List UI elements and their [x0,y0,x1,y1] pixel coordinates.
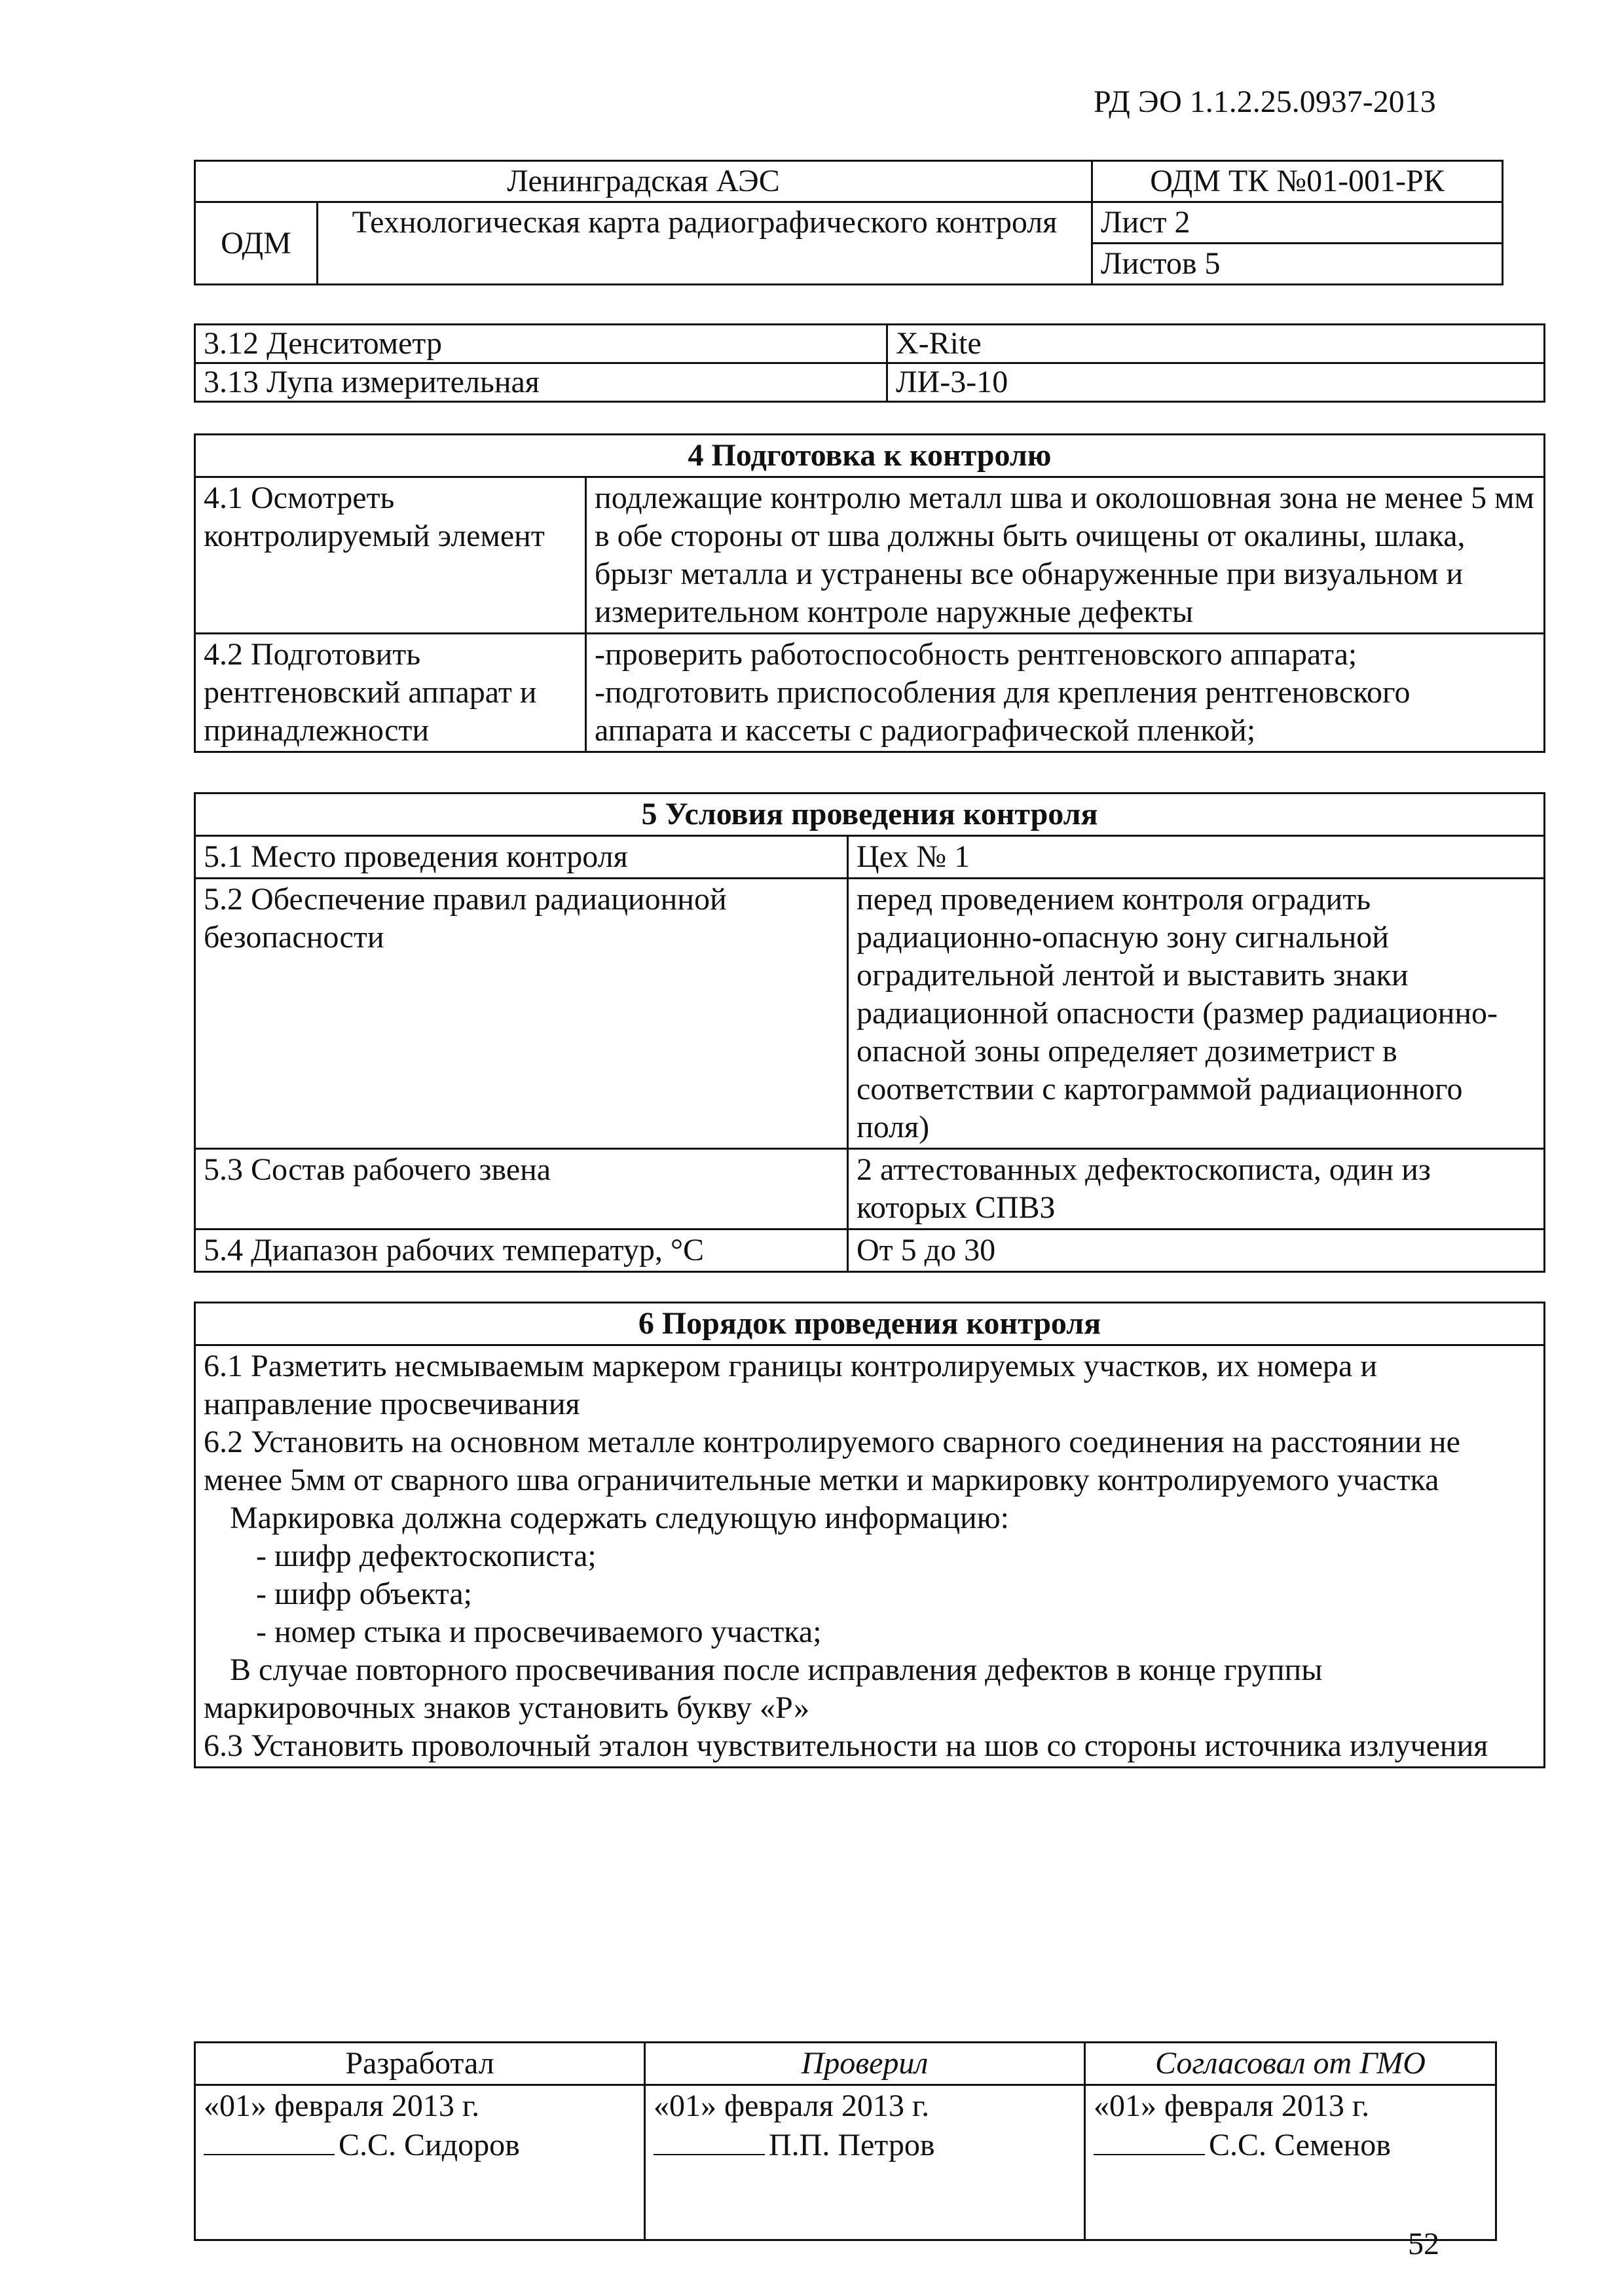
section-title: 5 Условия проведения контроля [195,793,1545,836]
signature-date: «01» февраля 2013 г. [654,2088,930,2123]
signature-line [1094,2125,1205,2155]
signature-line [204,2125,335,2155]
organization-name: Ленинградская АЭС [195,161,1092,202]
signature-cell [1085,2085,1496,2240]
table-row [195,363,1545,402]
order-line: - шифр дефектоскописта; [256,1539,597,1573]
table-row [195,325,1545,363]
table-row [195,477,1545,634]
condition-item: 5.4 Диапазон рабочих температур, °С [195,1230,848,1272]
prep-step: 4.1 Осмотреть контролируемый элемент [195,477,586,634]
conditions-table [194,792,1545,1273]
page-number: 52 [1408,2227,1439,2261]
card-title: Технологическая карта радиографического контроля [318,202,1092,285]
table-row [195,1230,1545,1272]
condition-item: 5.1 Место проведения контроля [195,836,848,879]
table-row [195,634,1545,752]
tool-name: 3.13 Лупа измерительная [195,363,887,402]
order-line: - номер стыка и просвечиваемого участка; [256,1614,822,1649]
prep-text: -проверить работоспособность рентгеновского аппарата; -подготовить приспособления для крепления рентгеновского аппарата и кассеты с радиографической пленкой; [586,634,1545,752]
table-row [195,1149,1545,1230]
signature-name: С.С. Семенов [1209,2128,1391,2162]
condition-item: 5.2 Обеспечение правил радиационной безопасности [195,879,848,1149]
signature-date: «01» февраля 2013 г. [204,2088,480,2123]
order-line: В случае повторного просвечивания после исправления дефектов в конце группы маркировочных знаков установить букву «Р» [204,1652,1323,1725]
order-body [195,1345,1545,1768]
signature-date: «01» февраля 2013 г. [1094,2088,1370,2123]
condition-value: 2 аттестованных дефектоскописта, один из которых СПВЗ [848,1149,1545,1230]
odm-label: ОДМ [195,202,318,285]
order-line: Маркировка должна содержать следующую информацию: [230,1501,1009,1535]
tools-table [194,323,1545,403]
role-developed: Разработал [195,2043,645,2085]
order-line: 6.3 Установить проволочный эталон чувствительности на шов со стороны источника излучения [204,1728,1488,1763]
table-row [195,836,1545,879]
signatures-table [194,2041,1497,2241]
header-table [194,160,1504,285]
role-approved: Согласовал от ГМО [1085,2043,1496,2085]
order-table [194,1302,1545,1768]
condition-value: перед проведением контроля оградить радиационно-опасную зону сигнальной оградительной лентой и выставить знаки радиационной опасности (размер радиационно-опасной зоны определяет дозиметрист в соответствии с картограммой радиационного поля) [848,879,1545,1149]
preparation-table [194,433,1545,753]
role-checked: Проверил [645,2043,1085,2085]
sheets-total: Листов 5 [1092,244,1503,285]
sheet-number: Лист 2 [1092,202,1503,244]
signature-name: С.С. Сидоров [339,2128,520,2162]
condition-item: 5.3 Состав рабочего звена [195,1149,848,1230]
prep-step: 4.2 Подготовить рентгеновский аппарат и принадлежности [195,634,586,752]
order-line: 6.2 Установить на основном металле контролируемого сварного соединения на расстоянии не менее 5мм от сварного шва ограничительные метки и маркировку контролируемого участка [204,1425,1460,1497]
signature-line [654,2125,765,2155]
signature-cell [645,2085,1085,2240]
tool-value: X-Rite [887,325,1545,363]
prep-text: подлежащие контролю металл шва и околошовная зона не менее 5 мм в обе стороны от шва должны быть очищены от окалины, шлака, брызг металла и устранены все обнаруженные при визуальном и измерительном контроле наружные дефекты [586,477,1545,634]
card-number: ОДМ ТК №01-001-РК [1092,161,1503,202]
condition-value: От 5 до 30 [848,1230,1545,1272]
tool-value: ЛИ-3-10 [887,363,1545,402]
tool-name: 3.12 Денситометр [195,325,887,363]
table-row [195,879,1545,1149]
section-title: 4 Подготовка к контролю [195,435,1545,477]
condition-value: Цех № 1 [848,836,1545,879]
order-line: - шифр объекта; [256,1576,472,1611]
section-title: 6 Порядок проведения контроля [195,1303,1545,1345]
document-code: РД ЭО 1.1.2.25.0937-2013 [1094,84,1436,119]
signature-cell [195,2085,645,2240]
order-line: 6.1 Разметить несмываемым маркером границы контролируемых участков, их номера и направление просвечивания [204,1349,1378,1421]
signature-name: П.П. Петров [769,2128,935,2162]
